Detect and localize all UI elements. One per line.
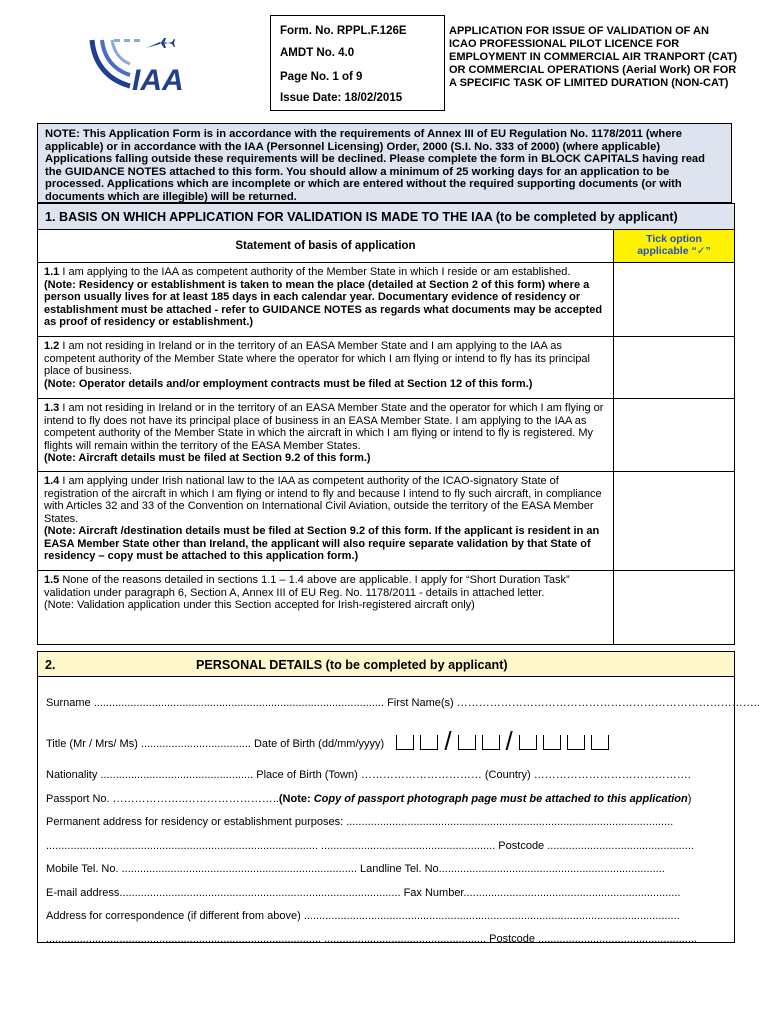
row-number: 1.1 [44, 266, 60, 278]
issue-date: Issue Date: 18/02/2015 [280, 92, 403, 104]
statement-column-header: Statement of basis of application [38, 230, 614, 263]
date-separator-icon: / [505, 726, 513, 756]
surname-firstname-field[interactable]: Surname ............................................................................................... First Name(s) ……………………………………………………………………….. [46, 697, 760, 709]
tick-option-1-1[interactable] [614, 263, 734, 336]
row-note: (Note: Aircraft /destination details must be filed at Section 9.2 of this form. If the applicant is resident in an EASA Member State other than Ireland, the applicant will also require separate validation by that State of residency – copy must be attached to this application form.) [44, 525, 600, 562]
svg-text:IAA: IAA [132, 64, 184, 97]
title-dob-label[interactable]: Title (Mr / Mrs/ Ms) .................................... Date of Birth (dd/mm/yyyy) [46, 738, 385, 750]
row-note: (Note: Validation application under this Section accepted for Irish-registered aircraft only) [44, 599, 475, 611]
dob-year-digit-1[interactable] [519, 735, 537, 750]
tick-option-1-3[interactable] [614, 399, 734, 471]
section-2-header [38, 652, 734, 677]
passport-note-end: ) [687, 793, 692, 805]
permanent-address-field[interactable]: Permanent address for residency or establishment purposes: ........................................................................................................... [46, 816, 674, 828]
iaa-logo [88, 30, 213, 100]
section-1-basis [37, 203, 735, 645]
passport-row [46, 793, 691, 805]
dob-month-digit-2[interactable] [482, 735, 500, 750]
amendment-number: AMDT No. 4.0 [280, 47, 355, 59]
section-2-number: 2. [45, 658, 56, 672]
section-2-title: PERSONAL DETAILS (to be completed by applicant) [196, 658, 508, 672]
iaa-logo-graphic [88, 30, 213, 100]
row-number: 1.3 [44, 402, 60, 414]
correspondence-postcode-field[interactable]: .......................................................................................... ..................................................... Postcode .................................................... [46, 933, 697, 945]
row-note: (Note: Aircraft details must be filed at Section 9.2 of this form.) [44, 452, 371, 464]
row-note: (Note: Operator details and/or employment contracts must be filed at Section 12 of this form.) [44, 377, 533, 390]
tick-option-1-4[interactable] [614, 472, 734, 570]
dob-year-digit-3[interactable] [567, 735, 585, 750]
section-2-personal-details [37, 651, 760, 945]
passport-field[interactable]: Passport No. ………………..…………………….. [46, 793, 279, 805]
form-title: APPLICATION FOR ISSUE OF VALIDATION OF AN ICAO PROFESSIONAL PILOT LICENCE FOR EMPLOYMENT IN COMMERCIAL AIR TRANPORT (CAT) OR COMMERCIAL OPERATIONS (Aerial Work) OR FOR A SPECIFIC TASK OF LIMITED DURATION (NON-CAT) [449, 25, 738, 89]
tick-header-line1: Tick option [646, 233, 702, 245]
row-note: (Note: Residency or establishment is taken to mean the place (detailed at Section 2 of this form) where a person usually lives for at least 185 days in each calendar year. Documentary evidence of residency or establishment must be attached - refer to GUIDANCE NOTES as regards what documents may be accepted as proof of residency or establishment.) [44, 278, 603, 328]
permanent-address-postcode-field[interactable]: ......................................................................................... ......................................................... Postcode ................................................ [46, 840, 694, 852]
dob-year-digit-4[interactable] [591, 735, 609, 750]
basis-row-1-3 [38, 399, 734, 472]
page-number: Page No. 1 of 9 [280, 71, 363, 83]
basis-row-text [38, 571, 614, 644]
application-note: NOTE: This Application Form is in accordance with the requirements of Annex III of EU Regulation No. 1178/2011 (where applicable) or in accordance with the IAA (Personnel Licensing) Order, 2000 (S.I. No. 333 of 2000) (where applicable) Applications falling outside these requirements will be declined. Please complete the form in BLOCK CAPITALS having read the GUIDANCE NOTES attached to this form. You should allow a minimum of 25 working days for an application to be processed. Applications which are incomplete or which are entered without the required supporting documents (or with documents which are illegible) will be returned. [37, 123, 732, 203]
tick-option-1-2[interactable] [614, 337, 734, 398]
basis-row-1-1 [38, 263, 734, 337]
basis-row-1-4 [38, 472, 734, 571]
section-1-title: 1. BASIS ON WHICH APPLICATION FOR VALIDATION IS MADE TO THE IAA (to be completed by applicant) [38, 204, 734, 230]
passport-note-label: (Note: [278, 793, 314, 805]
row-statement: I am applying under Irish national law to the IAA as competent authority of the ICAO-signatory State of registration of the aircraft in which I am flying or intend to fly and because I intend to fly such aircraft, in compliance with Articles 32 and 33 of the Convention on International Civil Aviation, outside the territory of the EASA Member States. [44, 475, 602, 525]
row-statement: None of the reasons detailed in sections 1.1 – 1.4 above are applicable. I apply for “Short Duration Task” validation under paragraph 6, Section A, Annex III of EU Reg. No. 1178/2011 - details in attached letter. [44, 574, 570, 599]
basis-row-text [38, 337, 614, 398]
dob-day-digit-1[interactable] [396, 735, 414, 750]
basis-row-text [38, 399, 614, 471]
row-number: 1.4 [44, 475, 60, 487]
basis-row-text [38, 263, 614, 336]
dob-day-digit-2[interactable] [420, 735, 438, 750]
row-statement: I am applying to the IAA as competent authority of the Member State in which I reside or am established. [59, 266, 571, 278]
tick-column-header [614, 230, 734, 263]
dob-year-digit-2[interactable] [543, 735, 561, 750]
passport-note-text: Copy of passport photograph page must be attached to this application [313, 793, 688, 805]
tick-header-line2: applicable “✓” [637, 245, 711, 257]
phone-numbers-field[interactable]: Mobile Tel. No. ............................................................................. Landline Tel. No.......................................................................... [46, 863, 665, 875]
dob-month-digit-1[interactable] [458, 735, 476, 750]
correspondence-address-field[interactable]: Address for correspondence (if different from above) ........................................................................................................................... [46, 910, 680, 922]
title-dob-row [46, 726, 615, 756]
row-number: 1.2 [44, 340, 60, 352]
form-info-box [270, 15, 445, 111]
form-number: Form. No. RPPL.F.126E [280, 25, 407, 37]
row-statement: I am not residing in Ireland or in the territory of an EASA Member State and I am applying to the IAA as competent authority of the Member State where the operator for which I am flying or intend to fly has its principal place of business. [44, 340, 590, 377]
basis-row-1-5 [38, 571, 734, 644]
basis-row-text [38, 472, 614, 570]
date-separator-icon: / [444, 726, 452, 756]
row-number: 1.5 [44, 574, 60, 586]
row-statement: I am not residing in Ireland or in the territory of an EASA Member State and the operator for which I am flying or intend to fly does not have its principal place of business in an EASA Member State. I am applying to the IAA as competent authority of the Member State in which the aircraft in which I am flying or intend to fly is registered. My flights will remain within the territory of the EASA Member States. [44, 402, 604, 452]
nationality-birthplace-field[interactable]: Nationality .................................................. Place of Birth (Town) …………………………… (Country) ……………………………………. [46, 769, 691, 781]
email-fax-field[interactable]: E-mail address............................................................................................ Fax Number....................................................................... [46, 887, 681, 899]
tick-option-1-5[interactable] [614, 571, 734, 644]
basis-row-1-2 [38, 337, 734, 399]
